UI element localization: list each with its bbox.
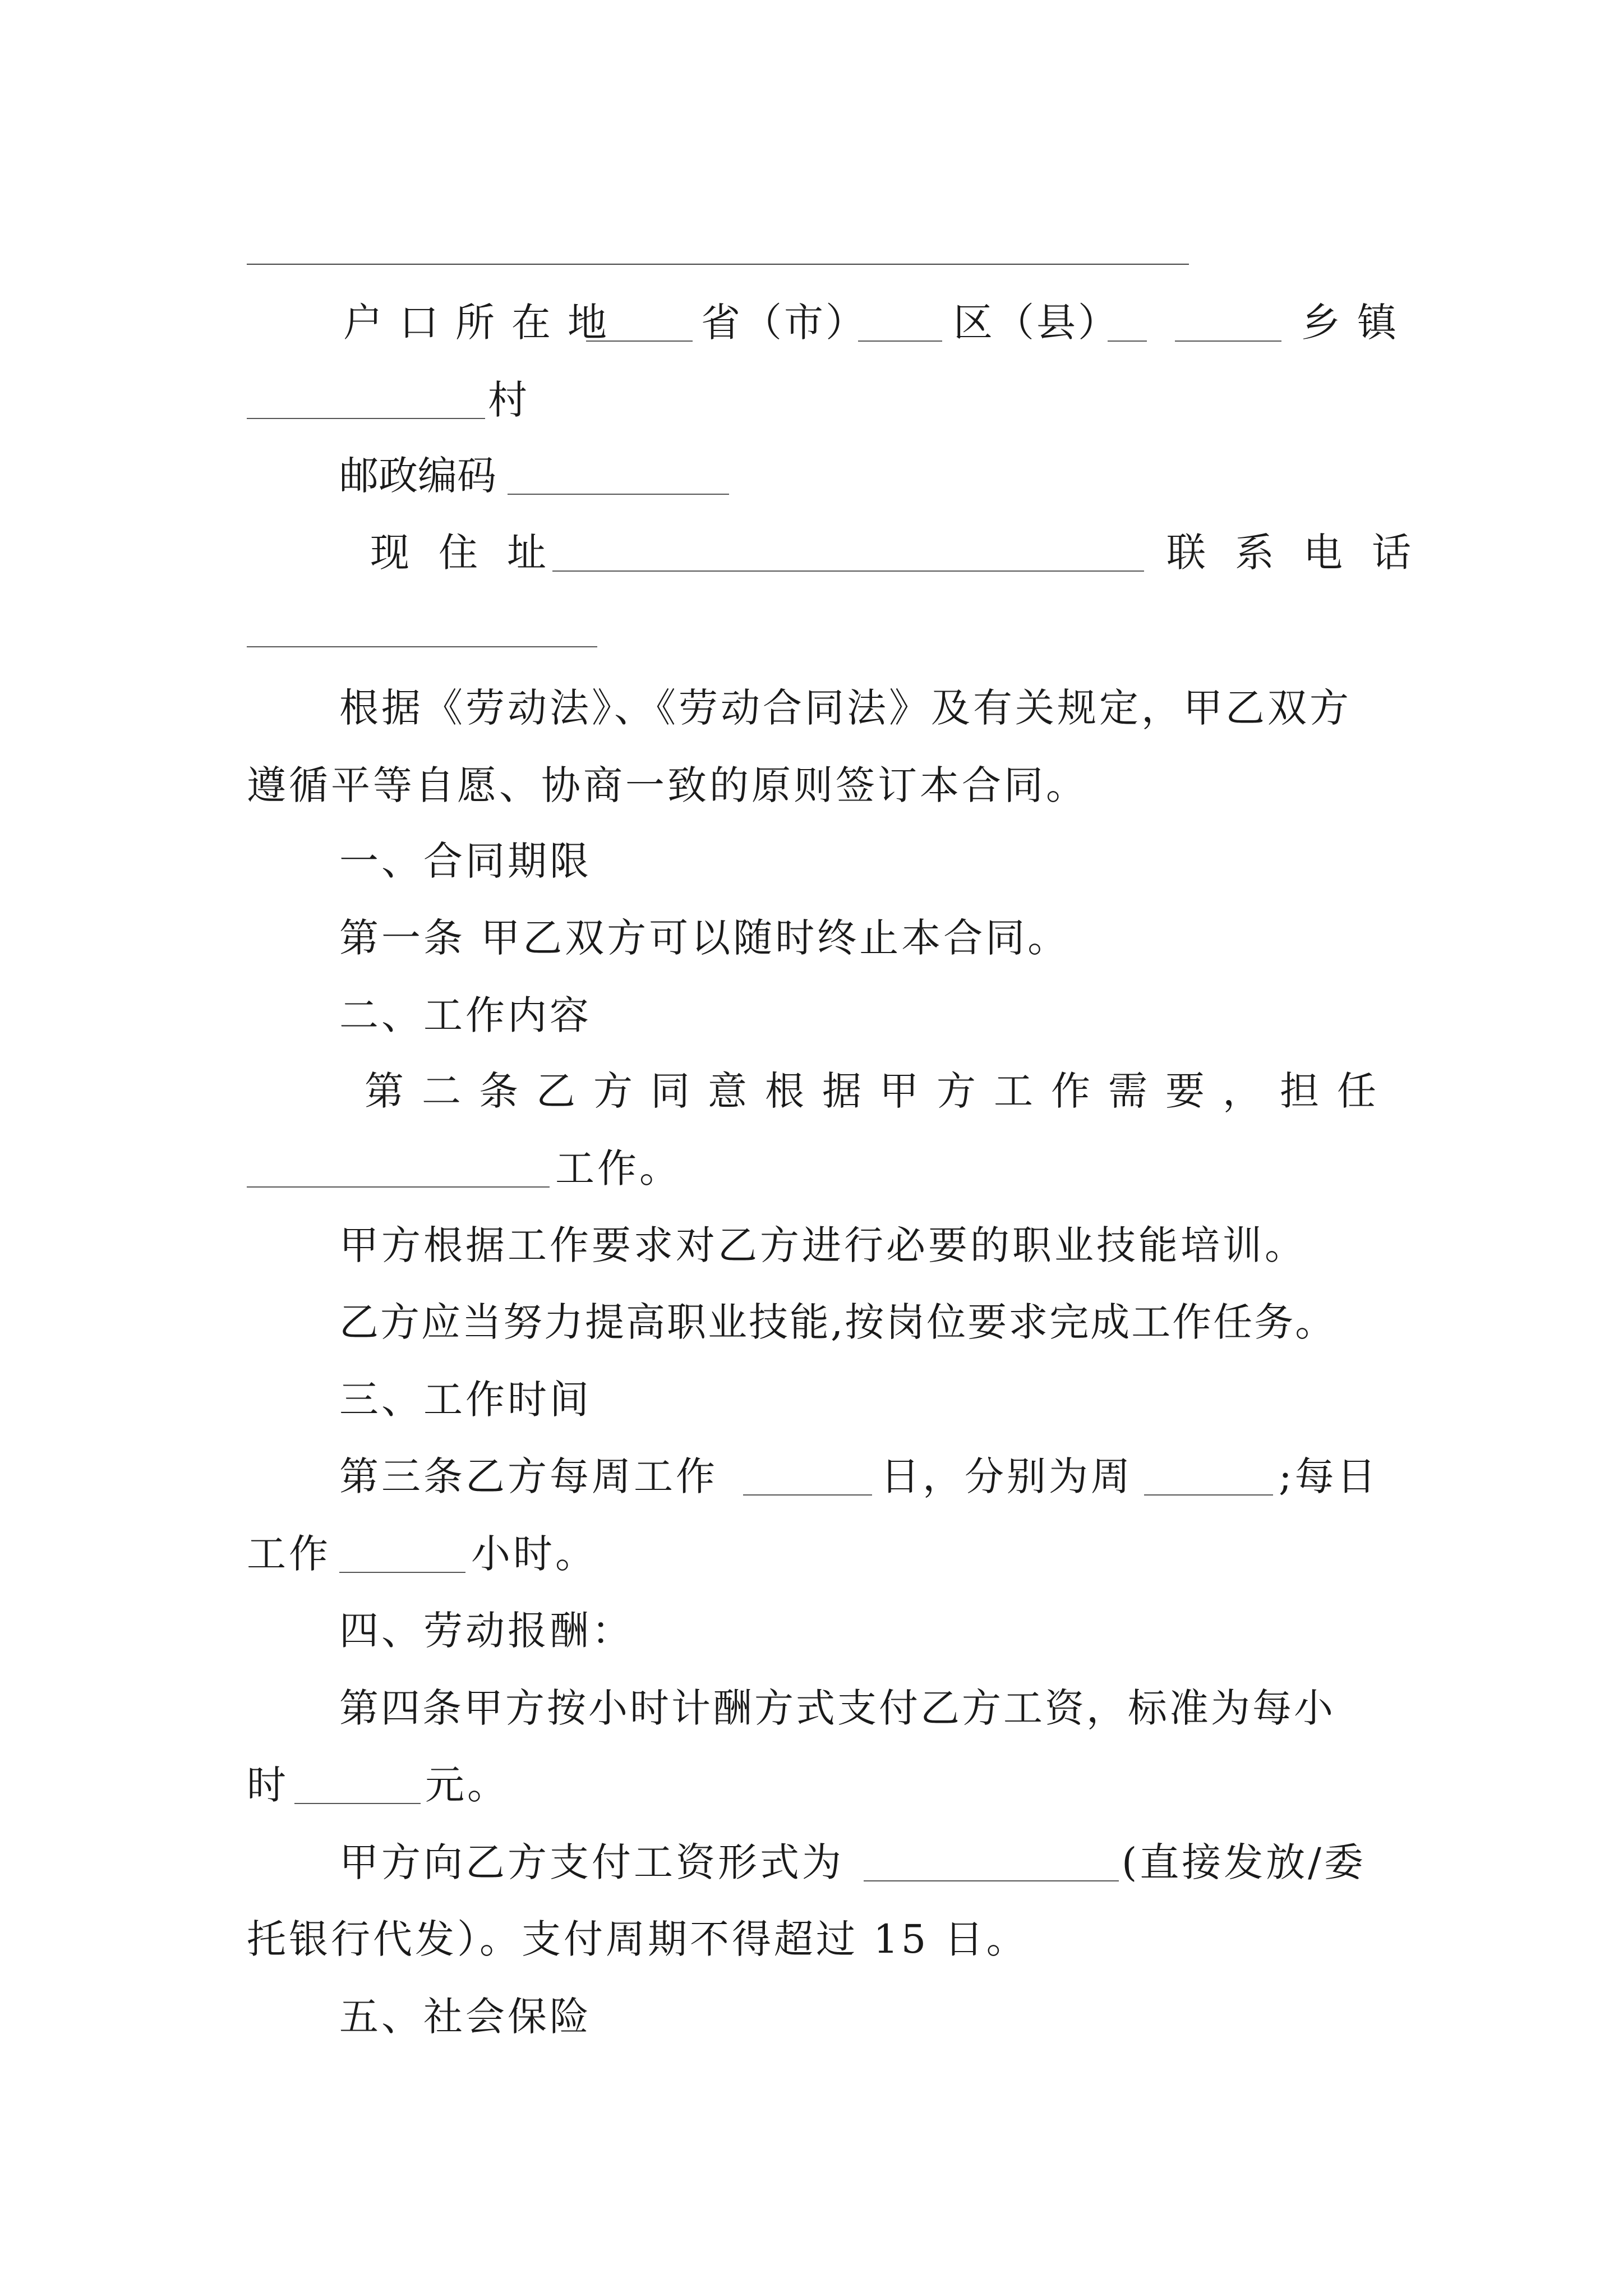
district-blank xyxy=(858,341,942,342)
article-2-line-2: 工作。 xyxy=(555,1145,681,1191)
province-label: 省（市） xyxy=(701,300,867,346)
township-blank xyxy=(1175,341,1281,342)
village-label: 村 xyxy=(488,377,527,423)
province-blank xyxy=(586,341,693,342)
postal-label: 邮政编码 xyxy=(339,453,496,499)
article-3-part-3: ;每日 xyxy=(1279,1453,1379,1499)
article-3-line-2a: 工作 xyxy=(247,1531,331,1577)
article-4-line-2a: 时 xyxy=(247,1762,286,1808)
section-2-heading: 二、工作内容 xyxy=(339,992,592,1038)
section-1-heading: 一、合同期限 xyxy=(339,838,592,884)
article-3-line-2b: 小时。 xyxy=(471,1531,597,1577)
article-1: 第一条 甲乙双方可以随时终止本合同。 xyxy=(339,915,1070,961)
address-label: 现住址 xyxy=(370,530,575,576)
pay-form-blank xyxy=(864,1880,1119,1881)
intro-line-1: 根据《劳动法》、《劳动合同法》及有关规定，甲乙双方 xyxy=(339,685,1352,731)
postal-blank xyxy=(508,494,729,495)
hourly-rate-blank xyxy=(294,1803,421,1804)
days-per-week-blank xyxy=(743,1494,872,1496)
phone-label: 联系电话 xyxy=(1166,530,1440,576)
pay-form-line-2: 托银行代发）。支付周期不得超过 15 日。 xyxy=(247,1916,1029,1962)
district-label: 区（县） xyxy=(953,300,1119,346)
district-blank-2 xyxy=(1108,341,1147,342)
village-blank xyxy=(247,418,485,419)
article-2-line-1: 第二条乙方同意根据甲方工作需要，担任 xyxy=(365,1068,1394,1114)
article-3-part-1: 第三条乙方每周工作 xyxy=(339,1453,718,1499)
weekdays-blank xyxy=(1144,1494,1273,1496)
section-4-heading: 四、劳动报酬： xyxy=(339,1608,634,1654)
pay-form-part-2: (直接发放/委 xyxy=(1122,1839,1366,1885)
pay-form-part-1: 甲方向乙方支付工资形式为 xyxy=(339,1839,844,1885)
address-blank xyxy=(552,570,1144,572)
phone-blank xyxy=(247,646,597,647)
top-divider xyxy=(247,264,1189,265)
article-4-line-1: 第四条甲方按小时计酬方式支付乙方工资，标准为每小 xyxy=(339,1685,1335,1731)
section-5-heading: 五、社会保险 xyxy=(339,1994,592,2040)
position-blank xyxy=(247,1186,550,1188)
effort-clause: 乙方应当努力提高职业技能,按岗位要求完成工作任务。 xyxy=(339,1299,1336,1345)
training-clause: 甲方根据工作要求对乙方进行必要的职业技能培训。 xyxy=(339,1222,1307,1268)
article-3-part-2: 日，分别为周 xyxy=(880,1453,1133,1499)
section-3-heading: 三、工作时间 xyxy=(339,1377,592,1423)
township-label: 乡镇 xyxy=(1301,300,1413,346)
hukou-label: 户口所在地 xyxy=(343,300,624,346)
article-4-line-2b: 元。 xyxy=(425,1762,509,1808)
hours-per-day-blank xyxy=(339,1572,465,1573)
intro-line-2: 遵循平等自愿、协商一致的原则签订本合同。 xyxy=(247,762,1088,808)
